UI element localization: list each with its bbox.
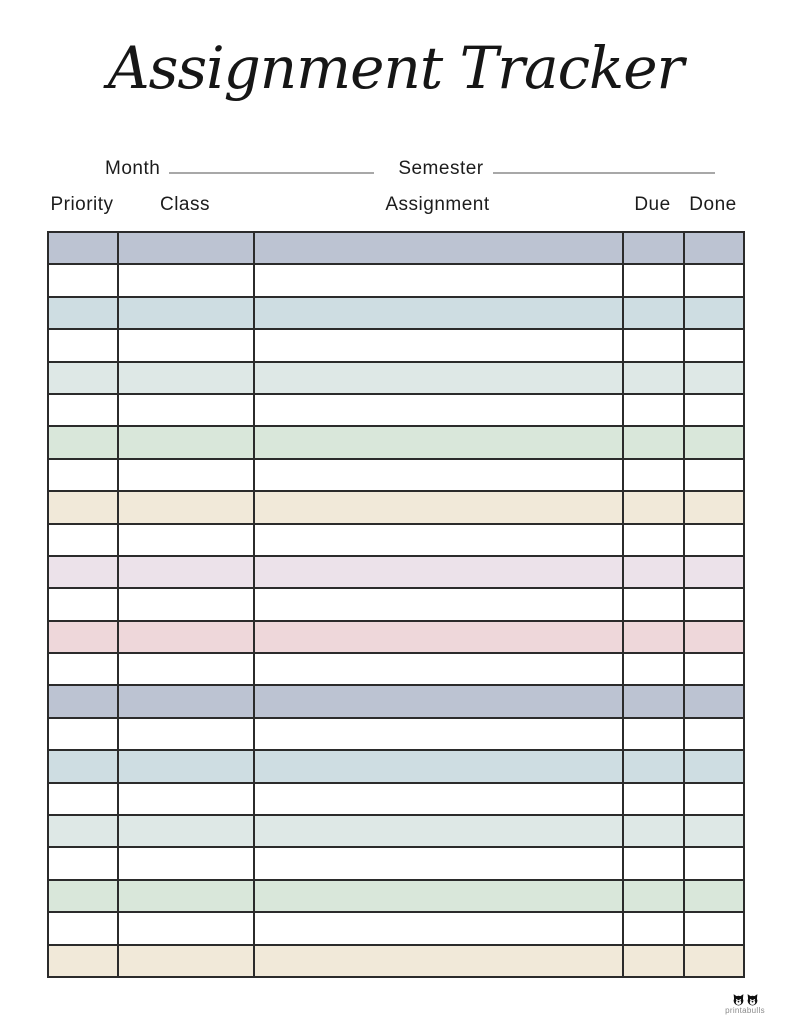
- table-row: [48, 556, 744, 588]
- cell-assignment[interactable]: [254, 491, 623, 523]
- bulldog-icon: [746, 993, 759, 1006]
- table-row: [48, 297, 744, 329]
- cell-due[interactable]: [623, 524, 684, 556]
- brand-footer: [713, 993, 777, 1016]
- page-title: Assignment Tracker: [107, 34, 684, 102]
- cell-class[interactable]: [118, 524, 254, 556]
- cell-due[interactable]: [623, 815, 684, 847]
- cell-priority[interactable]: [48, 847, 118, 879]
- cell-done[interactable]: [684, 524, 744, 556]
- table-row: [48, 232, 744, 264]
- cell-priority[interactable]: [48, 491, 118, 523]
- cell-priority[interactable]: [48, 329, 118, 361]
- cell-class[interactable]: [118, 621, 254, 653]
- cell-priority[interactable]: [48, 264, 118, 296]
- cell-assignment[interactable]: [254, 912, 623, 944]
- cell-due[interactable]: [623, 912, 684, 944]
- cell-done[interactable]: [684, 232, 744, 264]
- cell-due[interactable]: [623, 653, 684, 685]
- cell-priority[interactable]: [48, 362, 118, 394]
- brand-name: printabulls: [725, 1006, 765, 1015]
- cell-due[interactable]: [623, 588, 684, 620]
- cell-priority[interactable]: [48, 588, 118, 620]
- table-row: [48, 912, 744, 944]
- header-class: Class: [159, 194, 210, 215]
- semester-fill-in-line[interactable]: [493, 152, 715, 174]
- cell-class[interactable]: [118, 783, 254, 815]
- cell-class[interactable]: [118, 912, 254, 944]
- table-row: [48, 815, 744, 847]
- cell-due[interactable]: [623, 880, 684, 912]
- cell-priority[interactable]: [48, 783, 118, 815]
- cell-due[interactable]: [623, 685, 684, 717]
- cell-assignment[interactable]: [254, 847, 623, 879]
- table-row: [48, 491, 744, 523]
- cell-due[interactable]: [623, 945, 684, 977]
- tracker-table: [47, 231, 745, 978]
- cell-due[interactable]: [623, 556, 684, 588]
- cell-done[interactable]: [684, 556, 744, 588]
- cell-due[interactable]: [623, 426, 684, 458]
- cell-assignment[interactable]: [254, 524, 623, 556]
- cell-priority[interactable]: [48, 426, 118, 458]
- cell-due[interactable]: [623, 718, 684, 750]
- cell-done[interactable]: [684, 491, 744, 523]
- cell-due[interactable]: [623, 232, 684, 264]
- cell-class[interactable]: [118, 394, 254, 426]
- cell-assignment[interactable]: [254, 815, 623, 847]
- cell-done[interactable]: [684, 264, 744, 296]
- bulldog-icons: [713, 993, 777, 1006]
- semester-label: Semester: [398, 158, 484, 179]
- cell-assignment[interactable]: [254, 685, 623, 717]
- cell-due[interactable]: [623, 362, 684, 394]
- cell-class[interactable]: [118, 459, 254, 491]
- cell-priority[interactable]: [48, 653, 118, 685]
- table-row: [48, 783, 744, 815]
- cell-due[interactable]: [623, 394, 684, 426]
- cell-done[interactable]: [684, 685, 744, 717]
- table-row: [48, 459, 744, 491]
- cell-due[interactable]: [623, 297, 684, 329]
- cell-due[interactable]: [623, 847, 684, 879]
- cell-done[interactable]: [684, 945, 744, 977]
- cell-class[interactable]: [118, 847, 254, 879]
- cell-assignment[interactable]: [254, 394, 623, 426]
- cell-priority[interactable]: [48, 912, 118, 944]
- cell-class[interactable]: [118, 426, 254, 458]
- cell-due[interactable]: [623, 329, 684, 361]
- cell-class[interactable]: [118, 362, 254, 394]
- cell-class[interactable]: [118, 232, 254, 264]
- cell-assignment[interactable]: [254, 880, 623, 912]
- cell-priority[interactable]: [48, 459, 118, 491]
- cell-due[interactable]: [623, 264, 684, 296]
- cell-priority[interactable]: [48, 685, 118, 717]
- cell-priority[interactable]: [48, 556, 118, 588]
- table-row: [48, 685, 744, 717]
- cell-due[interactable]: [623, 621, 684, 653]
- cell-done[interactable]: [684, 362, 744, 394]
- cell-class[interactable]: [118, 297, 254, 329]
- table-row: [48, 945, 744, 977]
- table-row: [48, 880, 744, 912]
- cell-class[interactable]: [118, 685, 254, 717]
- cell-class[interactable]: [118, 329, 254, 361]
- table-row: [48, 750, 744, 782]
- cell-assignment[interactable]: [254, 945, 623, 977]
- cell-class[interactable]: [118, 588, 254, 620]
- table-row: [48, 329, 744, 361]
- table-row: [48, 718, 744, 750]
- cell-priority[interactable]: [48, 815, 118, 847]
- cell-done[interactable]: [684, 815, 744, 847]
- cell-done[interactable]: [684, 750, 744, 782]
- cell-assignment[interactable]: [254, 232, 623, 264]
- cell-assignment[interactable]: [254, 362, 623, 394]
- header-done: Done: [689, 194, 737, 215]
- cell-priority[interactable]: [48, 718, 118, 750]
- header-due: Due: [634, 194, 671, 215]
- table-row: [48, 394, 744, 426]
- table-row: [48, 524, 744, 556]
- cell-class[interactable]: [118, 264, 254, 296]
- cell-due[interactable]: [623, 459, 684, 491]
- cell-priority[interactable]: [48, 394, 118, 426]
- cell-priority[interactable]: [48, 621, 118, 653]
- cell-done[interactable]: [684, 588, 744, 620]
- month-fill-in-line[interactable]: [169, 152, 374, 174]
- cell-class[interactable]: [118, 750, 254, 782]
- month-label: Month: [105, 158, 161, 179]
- cell-assignment[interactable]: [254, 459, 623, 491]
- cell-assignment[interactable]: [254, 588, 623, 620]
- cell-assignment[interactable]: [254, 426, 623, 458]
- cell-priority[interactable]: [48, 945, 118, 977]
- bulldog-icon: [732, 993, 745, 1006]
- cell-class[interactable]: [118, 556, 254, 588]
- cell-class[interactable]: [118, 815, 254, 847]
- table-row: [48, 426, 744, 458]
- cell-priority[interactable]: [48, 297, 118, 329]
- cell-done[interactable]: [684, 329, 744, 361]
- cell-assignment[interactable]: [254, 556, 623, 588]
- cell-assignment[interactable]: [254, 783, 623, 815]
- table-row: [48, 621, 744, 653]
- cell-due[interactable]: [623, 783, 684, 815]
- cell-assignment[interactable]: [254, 718, 623, 750]
- cell-done[interactable]: [684, 621, 744, 653]
- cell-priority[interactable]: [48, 880, 118, 912]
- cell-class[interactable]: [118, 880, 254, 912]
- cell-assignment[interactable]: [254, 329, 623, 361]
- cell-class[interactable]: [118, 653, 254, 685]
- column-headers: [47, 194, 743, 216]
- cell-assignment[interactable]: [254, 750, 623, 782]
- cell-priority[interactable]: [48, 524, 118, 556]
- fields-row: [105, 152, 715, 182]
- cell-done[interactable]: [684, 912, 744, 944]
- cell-done[interactable]: [684, 880, 744, 912]
- header-assignment: Assignment: [385, 194, 490, 215]
- table-row: [48, 264, 744, 296]
- table-row: [48, 653, 744, 685]
- table-row: [48, 588, 744, 620]
- cell-assignment[interactable]: [254, 621, 623, 653]
- cell-class[interactable]: [118, 491, 254, 523]
- cell-done[interactable]: [684, 394, 744, 426]
- tracker-table-body: [48, 232, 744, 977]
- cell-done[interactable]: [684, 297, 744, 329]
- cell-class[interactable]: [118, 718, 254, 750]
- cell-done[interactable]: [684, 718, 744, 750]
- cell-done[interactable]: [684, 459, 744, 491]
- cell-class[interactable]: [118, 945, 254, 977]
- header-priority: Priority: [50, 194, 114, 215]
- table-row: [48, 847, 744, 879]
- table-row: [48, 362, 744, 394]
- cell-assignment[interactable]: [254, 297, 623, 329]
- cell-priority[interactable]: [48, 750, 118, 782]
- cell-due[interactable]: [623, 750, 684, 782]
- cell-done[interactable]: [684, 783, 744, 815]
- cell-done[interactable]: [684, 653, 744, 685]
- cell-assignment[interactable]: [254, 264, 623, 296]
- cell-done[interactable]: [684, 847, 744, 879]
- cell-priority[interactable]: [48, 232, 118, 264]
- cell-due[interactable]: [623, 491, 684, 523]
- cell-done[interactable]: [684, 426, 744, 458]
- cell-assignment[interactable]: [254, 653, 623, 685]
